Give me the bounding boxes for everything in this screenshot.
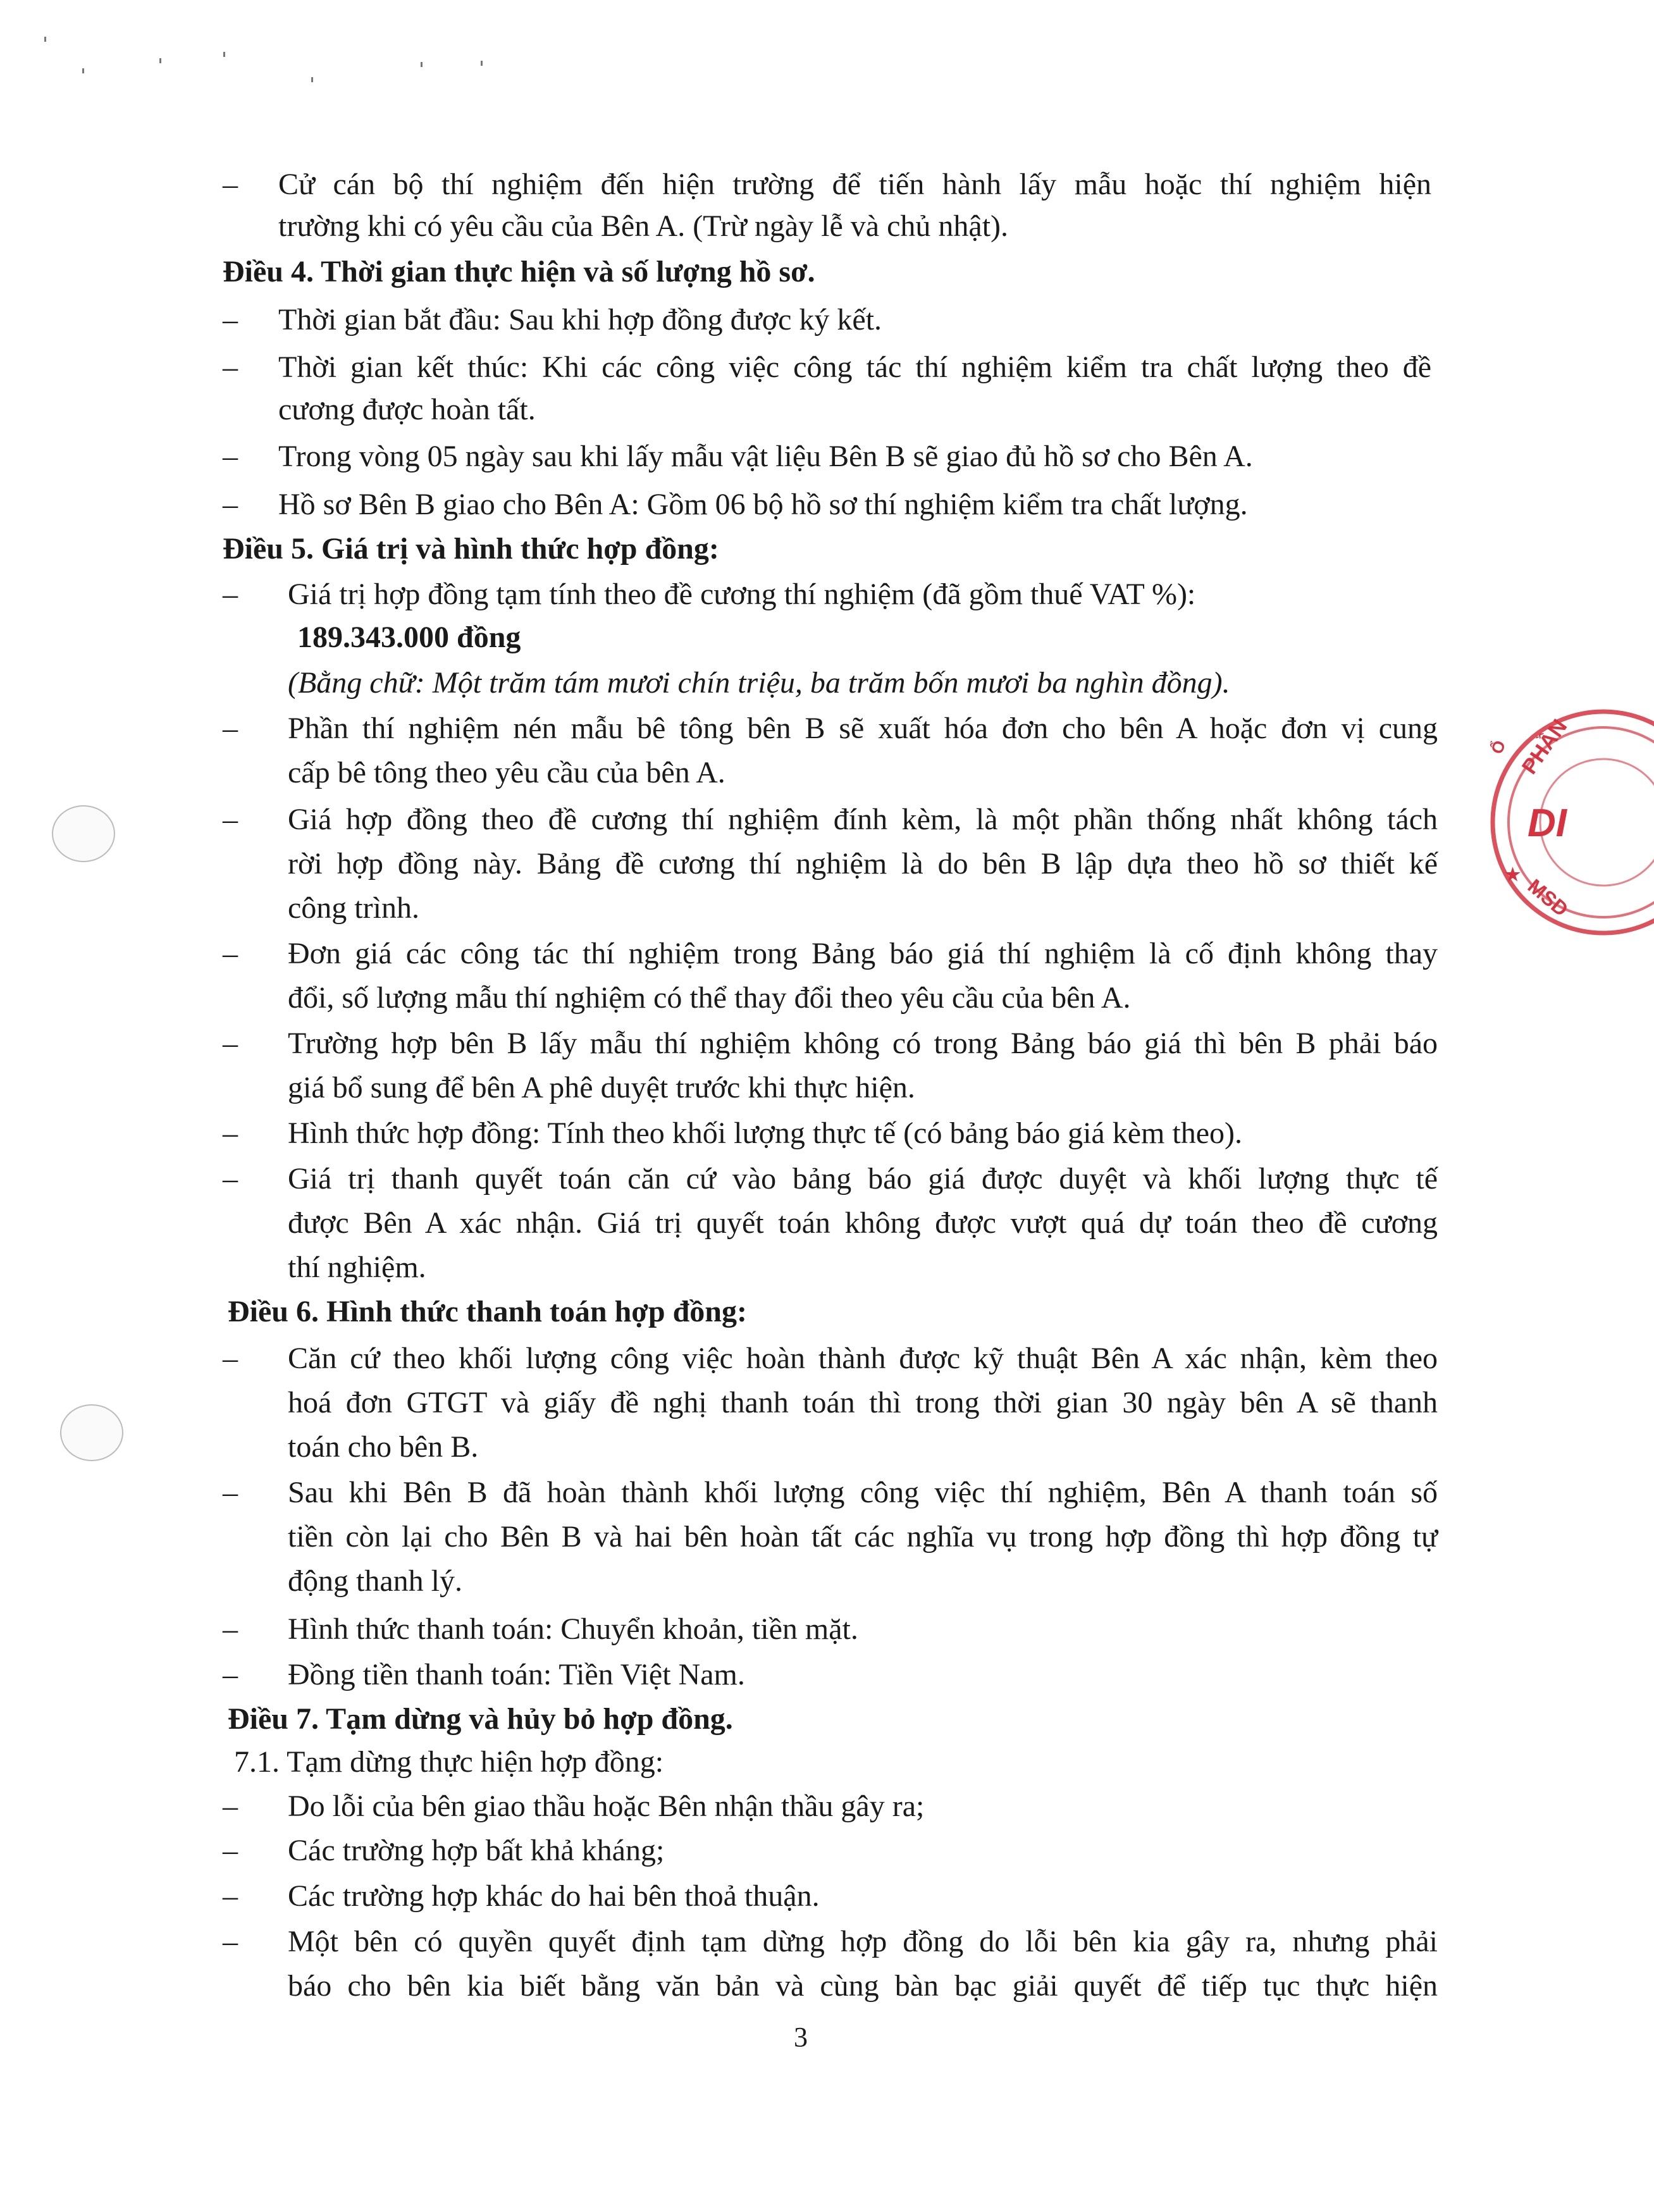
bullet-dash: – <box>223 350 238 384</box>
paragraph-line: Đơn giá các công tác thí nghiệm trong Bảng báo giá thí nghiệm là cố định không thay <box>288 937 1438 970</box>
bullet-dash: – <box>223 1342 238 1375</box>
paragraph-line: động thanh lý. <box>288 1564 462 1598</box>
paragraph-line: cương được hoàn tất. <box>278 393 536 426</box>
paragraph-line: giá bổ sung để bên A phê duyệt trước khi thực hiện. <box>288 1071 915 1104</box>
bullet-dash: – <box>223 1116 238 1150</box>
article-4-heading: Điều 4. Thời gian thực hiện và số lượng hồ sơ. <box>223 255 815 288</box>
stamp-text-mid: DI <box>1527 801 1567 845</box>
punch-hole <box>60 1404 123 1461</box>
bullet-dash: – <box>223 1476 238 1509</box>
bullet-dash: – <box>223 1658 238 1691</box>
paragraph-line: Đồng tiền thanh toán: Tiền Việt Nam. <box>288 1658 745 1691</box>
paragraph-line: Một bên có quyền quyết định tạm dừng hợp đồng do lỗi bên kia gây ra, nhưng phải <box>288 1925 1438 1958</box>
bullet-dash: – <box>223 440 238 473</box>
paragraph-line: Phần thí nghiệm nén mẫu bê tông bên B sẽ xuất hóa đơn cho bên A hoặc đơn vị cung <box>288 712 1438 745</box>
punch-hole <box>52 805 115 862</box>
scan-speck <box>481 61 483 66</box>
page-number: 3 <box>794 2022 808 2053</box>
paragraph-line: rời hợp đồng này. Bảng đề cương thí nghiệm là do bên B lập dựa theo hồ sơ thiết kế <box>288 847 1438 880</box>
amount-in-words: (Bằng chữ: Một trăm tám mươi chín triệu, ba trăm bốn mươi ba nghìn đồng). <box>288 666 1230 700</box>
paragraph-line: toán cho bên B. <box>288 1430 479 1464</box>
paragraph-line: Giá trị thanh quyết toán căn cứ vào bảng báo giá được duyệt và khối lượng thực tế <box>288 1162 1438 1196</box>
stamp-text-bottom: MSD <box>1523 874 1573 921</box>
paragraph-line: Hồ sơ Bên B giao cho Bên A: Gồm 06 bộ hồ sơ thí nghiệm kiểm tra chất lượng. <box>278 488 1248 521</box>
article-7-heading: Điều 7. Tạm dừng và hủy bỏ hợp đồng. <box>228 1702 733 1736</box>
bullet-dash: – <box>223 168 238 201</box>
paragraph-line: Thời gian bắt đầu: Sau khi hợp đồng được ký kết. <box>278 303 882 337</box>
paragraph-line: thí nghiệm. <box>288 1251 426 1284</box>
paragraph-line: được Bên A xác nhận. Giá trị quyết toán không được vượt quá dự toán theo đề cương <box>288 1206 1438 1240</box>
paragraph-line: Hình thức thanh toán: Chuyển khoản, tiền mặt. <box>288 1612 858 1646</box>
bullet-dash: – <box>223 303 238 337</box>
paragraph-line: Các trường hợp khác do hai bên thoả thuận. <box>288 1879 820 1913</box>
paragraph-line: đổi, số lượng mẫu thí nghiệm có thể thay đổi theo yêu cầu của bên A. <box>288 981 1131 1015</box>
paragraph-line: báo cho bên kia biết bằng văn bản và cùng bàn bạc giải quyết để tiếp tục thực hiện <box>288 1969 1438 2003</box>
bullet-dash: – <box>223 712 238 745</box>
paragraph-line: Trong vòng 05 ngày sau khi lấy mẫu vật liệu Bên B sẽ giao đủ hồ sơ cho Bên A. <box>278 440 1253 473</box>
scan-speck <box>311 77 313 82</box>
bullet-dash: – <box>223 1789 238 1823</box>
paragraph-line: công trình. <box>288 891 419 925</box>
paragraph-line: Giá hợp đồng theo đề cương thí nghiệm đính kèm, là một phần thống nhất không tách <box>288 803 1438 836</box>
scan-speck <box>44 37 46 42</box>
paragraph-line: Căn cứ theo khối lượng công việc hoàn thành được kỹ thuật Bên A xác nhận, kèm theo <box>288 1342 1438 1375</box>
bullet-dash: – <box>223 1612 238 1646</box>
scan-speck <box>82 68 84 73</box>
paragraph-line: cấp bê tông theo yêu cầu của bên A. <box>288 756 725 789</box>
bullet-dash: – <box>223 1879 238 1913</box>
bullet-dash: – <box>223 1162 238 1196</box>
paragraph-line: Các trường hợp bất khả kháng; <box>288 1834 665 1867</box>
paragraph-line: Cử cán bộ thí nghiệm đến hiện trường để tiến hành lấy mẫu hoặc thí nghiệm hiện <box>278 168 1431 201</box>
paragraph-line: Do lỗi của bên giao thầu hoặc Bên nhận thầu gây ra; <box>288 1789 925 1823</box>
paragraph-line: hoá đơn GTGT và giấy đề nghị thanh toán thì trong thời gian 30 ngày bên A sẽ thanh <box>288 1386 1438 1419</box>
company-stamp <box>1487 689 1654 955</box>
stamp-star-icon: ★ <box>1505 865 1521 884</box>
bullet-dash: – <box>223 578 238 611</box>
bullet-dash: – <box>223 488 238 521</box>
bullet-dash: – <box>223 1027 238 1060</box>
article-5-heading: Điều 5. Giá trị và hình thức hợp đồng: <box>223 532 719 565</box>
bullet-dash: – <box>223 803 238 836</box>
bullet-dash: – <box>223 937 238 970</box>
scan-speck <box>421 62 423 67</box>
scan-speck <box>223 52 225 57</box>
paragraph-line: Thời gian kết thúc: Khi các công việc công tác thí nghiệm kiểm tra chất lượng theo đề <box>278 350 1431 384</box>
bullet-dash: – <box>223 1834 238 1867</box>
paragraph-line: trường khi có yêu cầu của Bên A. (Trừ ngày lễ và chủ nhật). <box>278 209 1009 243</box>
stamp-text-top: PHẦN <box>1517 715 1572 779</box>
paragraph-line: Trường hợp bên B lấy mẫu thí nghiệm không có trong Bảng báo giá thì bên B phải báo <box>288 1027 1438 1060</box>
paragraph-line: tiền còn lại cho Bên B và hai bên hoàn tất các nghĩa vụ trong hợp đồng thì hợp đồng tự <box>288 1520 1438 1554</box>
contract-amount: 189.343.000 đồng <box>297 621 521 654</box>
paragraph-line: Hình thức hợp đồng: Tính theo khối lượng thực tế (có bảng báo giá kèm theo). <box>288 1116 1242 1150</box>
paragraph-line: Giá trị hợp đồng tạm tính theo đề cương thí nghiệm (đã gồm thuế VAT %): <box>288 578 1196 611</box>
subsection-7-1: 7.1. Tạm dừng thực hiện hợp đồng: <box>234 1745 664 1779</box>
article-6-heading: Điều 6. Hình thức thanh toán hợp đồng: <box>228 1295 747 1328</box>
stamp-text-prefix: Ổ <box>1487 738 1510 757</box>
bullet-dash: – <box>223 1925 238 1958</box>
paragraph-line: Sau khi Bên B đã hoàn thành khối lượng công việc thí nghiệm, Bên A thanh toán số <box>288 1476 1438 1509</box>
scan-speck <box>159 58 161 63</box>
